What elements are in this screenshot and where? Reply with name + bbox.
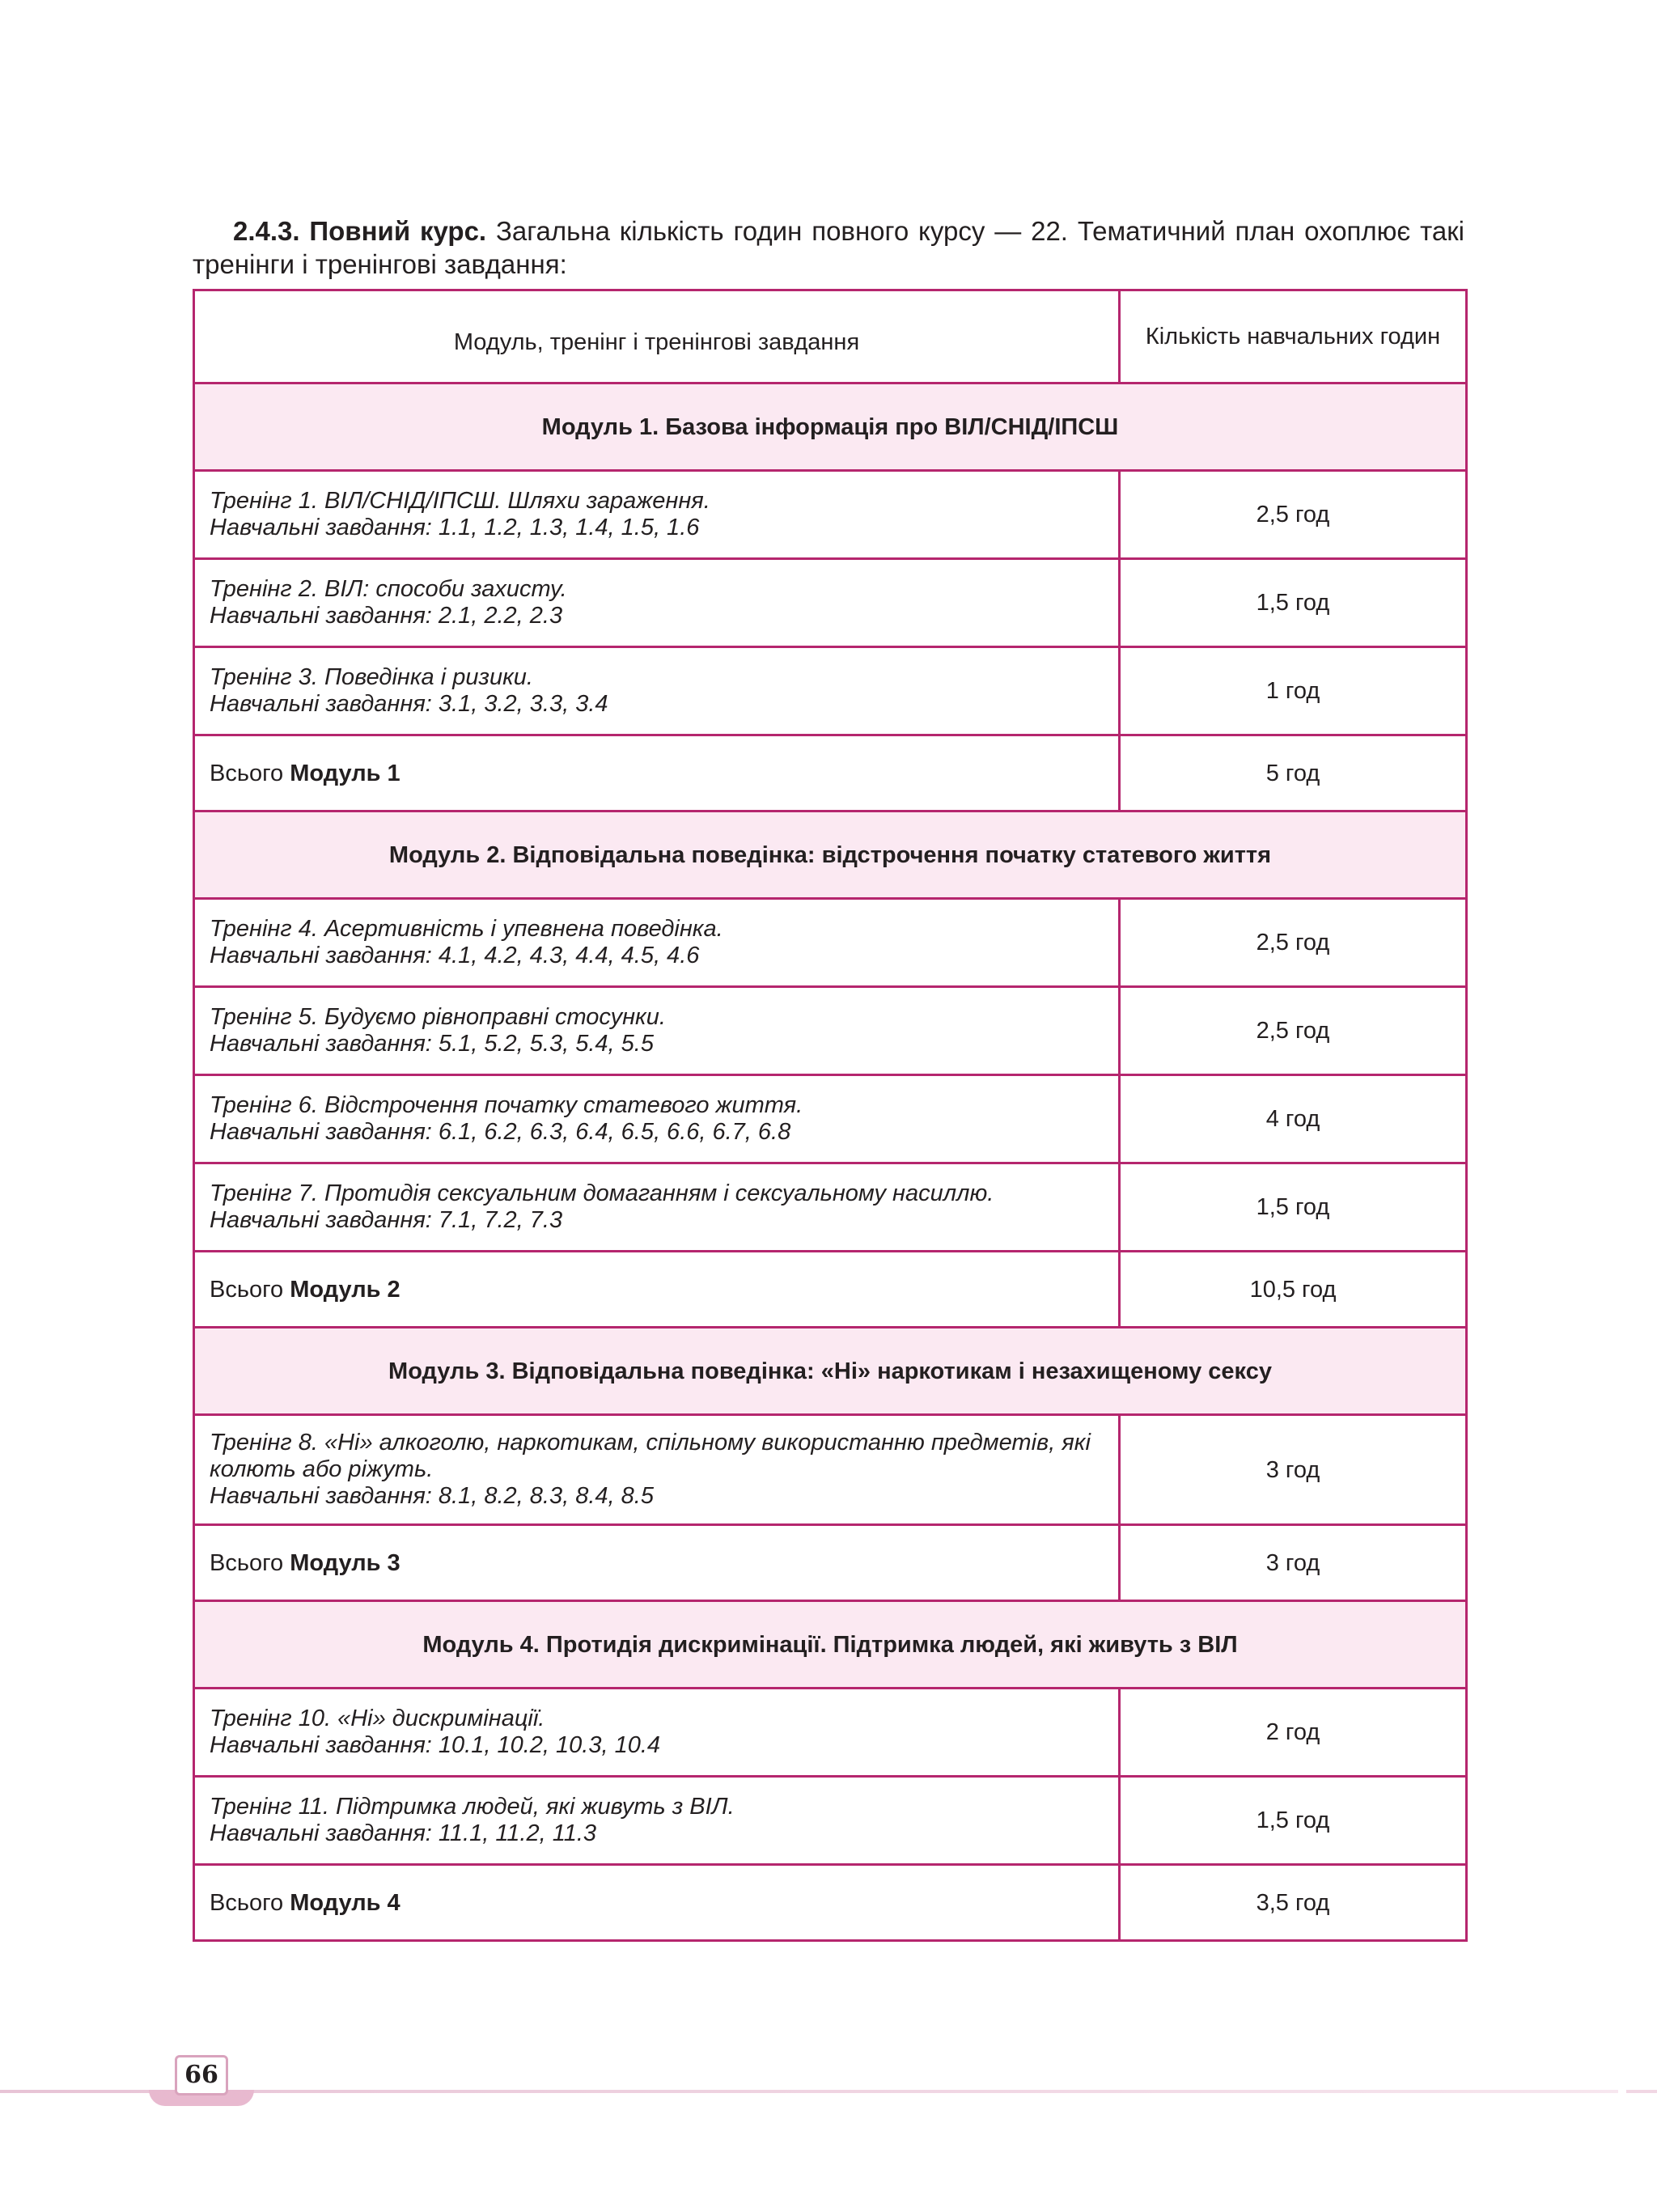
total-module-name: Модуль 1	[290, 760, 400, 786]
module-total-hours: 3,5 год	[1120, 1865, 1467, 1941]
training-cell	[194, 987, 1120, 1075]
module-row	[194, 811, 1467, 899]
training-title: Тренінг 1. ВІЛ/СНІД/ІПСШ. Шляхи зараження.	[210, 488, 710, 514]
training-row	[194, 1163, 1467, 1252]
training-title: Тренінг 11. Підтримка людей, які живуть з ВІЛ.	[210, 1794, 735, 1820]
total-module-name: Модуль 4	[290, 1889, 400, 1916]
training-title: Тренінг 3. Поведінка і ризики.	[210, 664, 533, 690]
training-row	[194, 1415, 1467, 1525]
module-total-label	[194, 1525, 1120, 1601]
training-tasks: Навчальні завдання: 1.1, 1.2, 1.3, 1.4, 1.5, 1.6	[210, 515, 700, 540]
total-prefix: Всього	[210, 1889, 290, 1916]
training-title: Тренінг 5. Будуємо рівноправні стосунки.	[210, 1004, 666, 1030]
total-prefix: Всього	[210, 1549, 290, 1576]
training-row	[194, 1777, 1467, 1865]
training-row	[194, 647, 1467, 735]
training-tasks: Навчальні завдання: 2.1, 2.2, 2.3	[210, 603, 563, 629]
module-total-row	[194, 1252, 1467, 1328]
training-title: Тренінг 4. Асертивність і упевнена поведінка.	[210, 916, 723, 942]
training-tasks: Навчальні завдання: 11.1, 11.2, 11.3	[210, 1820, 597, 1846]
module-title: Модуль 1. Базова інформація про ВІЛ/СНІД/ІПСШ	[194, 383, 1467, 471]
training-hours: 2,5 год	[1120, 899, 1467, 987]
training-cell	[194, 899, 1120, 987]
training-tasks: Навчальні завдання: 6.1, 6.2, 6.3, 6.4, 6.5, 6.6, 6.7, 6.8	[210, 1119, 791, 1145]
training-row	[194, 559, 1467, 647]
training-row	[194, 1689, 1467, 1777]
course-plan-table	[193, 289, 1468, 1942]
training-cell	[194, 1777, 1120, 1865]
training-tasks: Навчальні завдання: 5.1, 5.2, 5.3, 5.4, 5.5	[210, 1031, 654, 1057]
module-row	[194, 383, 1467, 471]
training-cell	[194, 471, 1120, 559]
module-title: Модуль 3. Відповідальна поведінка: «Ні» наркотикам і незахищеному сексу	[194, 1328, 1467, 1415]
footer-divider-end	[1626, 2090, 1657, 2093]
table-header-row	[194, 290, 1467, 383]
training-row	[194, 899, 1467, 987]
training-hours: 1,5 год	[1120, 559, 1467, 647]
page-number: 66	[175, 2055, 228, 2095]
module-total-row	[194, 735, 1467, 811]
training-cell	[194, 559, 1120, 647]
training-tasks: Навчальні завдання: 3.1, 3.2, 3.3, 3.4	[210, 691, 608, 717]
training-title: Тренінг 7. Протидія сексуальним домаганням і сексуальному насиллю.	[210, 1180, 994, 1206]
training-hours: 1,5 год	[1120, 1777, 1467, 1865]
training-title: Тренінг 10. «Ні» дискримінації.	[210, 1706, 545, 1731]
training-hours: 2 год	[1120, 1689, 1467, 1777]
module-total-row	[194, 1525, 1467, 1601]
training-hours: 4 год	[1120, 1075, 1467, 1163]
module-row	[194, 1601, 1467, 1689]
total-module-name: Модуль 2	[290, 1276, 400, 1303]
training-hours: 2,5 год	[1120, 987, 1467, 1075]
training-tasks: Навчальні завдання: 7.1, 7.2, 7.3	[210, 1207, 563, 1233]
training-row	[194, 1075, 1467, 1163]
training-title: Тренінг 6. Відстрочення початку статевого життя.	[210, 1092, 803, 1118]
training-title: Тренінг 8. «Ні» алкоголю, наркотикам, спільному використанню предметів, які колють або ріжуть.	[210, 1430, 1091, 1482]
training-cell	[194, 647, 1120, 735]
total-prefix: Всього	[210, 760, 290, 786]
total-module-name: Модуль 3	[290, 1549, 400, 1576]
training-tasks: Навчальні завдання: 4.1, 4.2, 4.3, 4.4, 4.5, 4.6	[210, 943, 700, 968]
module-total-hours: 5 год	[1120, 735, 1467, 811]
section-heading: 2.4.3. Повний курс.	[233, 216, 487, 246]
training-row	[194, 987, 1467, 1075]
intro-paragraph	[193, 214, 1464, 281]
header-hours-column: Кількість навчальних годин	[1120, 290, 1467, 383]
module-total-hours: 3 год	[1120, 1525, 1467, 1601]
training-hours: 2,5 год	[1120, 471, 1467, 559]
training-tasks: Навчальні завдання: 8.1, 8.2, 8.3, 8.4, 8.5	[210, 1483, 654, 1509]
total-prefix: Всього	[210, 1276, 290, 1303]
module-total-label	[194, 1252, 1120, 1328]
training-hours: 3 год	[1120, 1415, 1467, 1525]
training-hours: 1,5 год	[1120, 1163, 1467, 1252]
module-total-label	[194, 735, 1120, 811]
training-cell	[194, 1075, 1120, 1163]
module-title: Модуль 4. Протидія дискримінації. Підтримка людей, які живуть з ВІЛ	[194, 1601, 1467, 1689]
module-total-row	[194, 1865, 1467, 1941]
training-cell	[194, 1163, 1120, 1252]
training-title: Тренінг 2. ВІЛ: способи захисту.	[210, 576, 567, 602]
training-hours: 1 год	[1120, 647, 1467, 735]
training-row	[194, 471, 1467, 559]
training-tasks: Навчальні завдання: 10.1, 10.2, 10.3, 10.4	[210, 1732, 661, 1758]
module-total-label	[194, 1865, 1120, 1941]
module-title: Модуль 2. Відповідальна поведінка: відстрочення початку статевого життя	[194, 811, 1467, 899]
header-module-column: Модуль, тренінг і тренінгові завдання	[194, 290, 1120, 383]
intro-text: Загальна кількість годин повного курсу — 22. Тематичний план охоплює такі тренінги і тренінгові завдання:	[193, 216, 1465, 279]
module-row	[194, 1328, 1467, 1415]
training-cell	[194, 1689, 1120, 1777]
training-cell	[194, 1415, 1120, 1525]
module-total-hours: 10,5 год	[1120, 1252, 1467, 1328]
